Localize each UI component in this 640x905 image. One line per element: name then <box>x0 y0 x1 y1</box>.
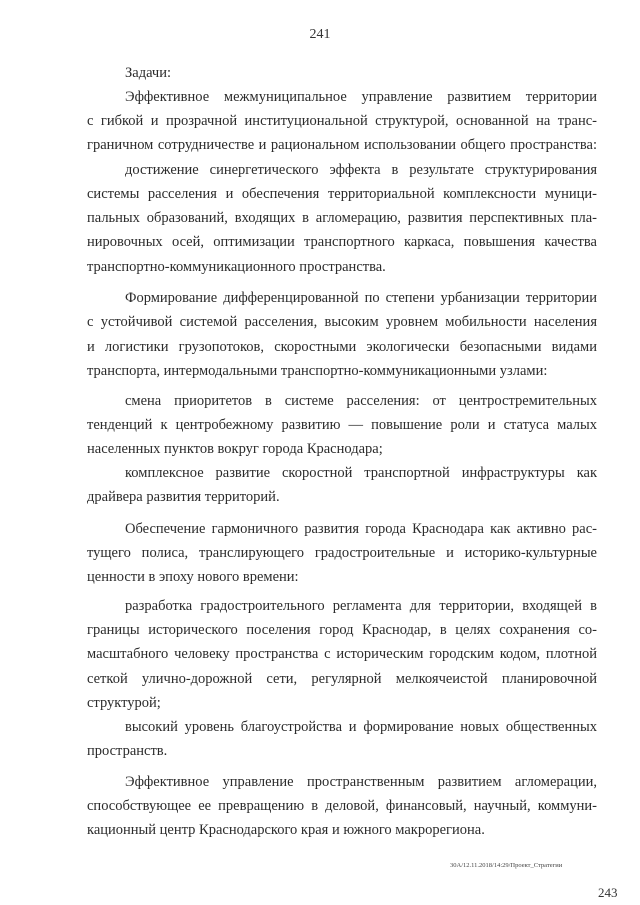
text-line: структурой; <box>87 695 161 711</box>
text-line: транспортно-коммуникационного пространства. <box>87 259 386 275</box>
text-line: системы расселения и обеспечения территориальной комплексности муници- <box>87 186 597 202</box>
text-line: тенденций к центробежному развитию — повышение роли и статуса малых <box>87 417 597 433</box>
text-line: кационный центр Краснодарского края и южного макрорегиона. <box>87 822 485 838</box>
text-line: способствующее ее превращению в деловой, финансовый, научный, коммуни- <box>87 798 597 814</box>
text-line: пальных образований, входящих в агломерацию, развития перспективных пла- <box>87 210 597 226</box>
text-line: сеткой улично-дорожной сети, регулярной мелкоячеистой планировочной <box>87 671 597 687</box>
text-line: достижение синергетического эффекта в результате структурирования <box>125 162 597 178</box>
page-number-bottom: 243 <box>598 885 618 900</box>
text-line: Эффективное управление пространственным развитием агломерации, <box>125 774 597 790</box>
text-line: пространств. <box>87 743 168 759</box>
text-line: нировочных осей, оптимизации транспортного каркаса, повышения качества <box>87 234 597 250</box>
text-line: разработка градостроительного регламента для территории, входящей в <box>125 598 597 614</box>
text-line: с устойчивой системой расселения, высоким уровнем мобильности населения <box>87 314 597 330</box>
text-line: населенных пунктов вокруг города Краснодара; <box>87 441 383 457</box>
text-line: Задачи: <box>125 65 172 81</box>
text-line: и логистики грузопотоков, скоростными экологически безопасными видами <box>87 339 597 355</box>
text-line: комплексное развитие скоростной транспортной инфраструктуры как <box>125 465 597 481</box>
text-line: Формирование дифференцированной по степени урбанизации территории <box>125 290 597 306</box>
text-line: масштабного человеку пространства с историческим городским кодом, плотной <box>87 646 597 662</box>
text-line: драйвера развития территорий. <box>87 489 280 505</box>
text-line: тущего полиса, транслирующего градостроительные и историко-культурные <box>87 545 597 561</box>
footer-stamp: 30А/12.11.2018/14:29/Проект_Стратегии <box>450 862 563 869</box>
text-line: ценности в эпоху нового времени: <box>87 569 299 585</box>
page-number-top: 241 <box>309 27 331 42</box>
text-line: высокий уровень благоустройства и формирование новых общественных <box>125 719 597 735</box>
text-line: смена приоритетов в системе расселения: от центростремительных <box>125 393 597 409</box>
text-line: границы исторического поселения город Краснодар, в целях сохранения со- <box>87 622 597 638</box>
text-line: граничном сотрудничестве и рациональном использовании общего пространства: <box>87 137 597 153</box>
text-line: транспорта, интермодальными транспортно-коммуникационными узлами: <box>87 363 548 379</box>
text-line: Эффективное межмуниципальное управление развитием территории <box>125 89 597 105</box>
text-line: Обеспечение гармоничного развития города Краснодара как активно рас- <box>125 521 597 537</box>
text-line: с гибкой и прозрачной институциональной структурой, основанной на транс- <box>87 113 597 129</box>
